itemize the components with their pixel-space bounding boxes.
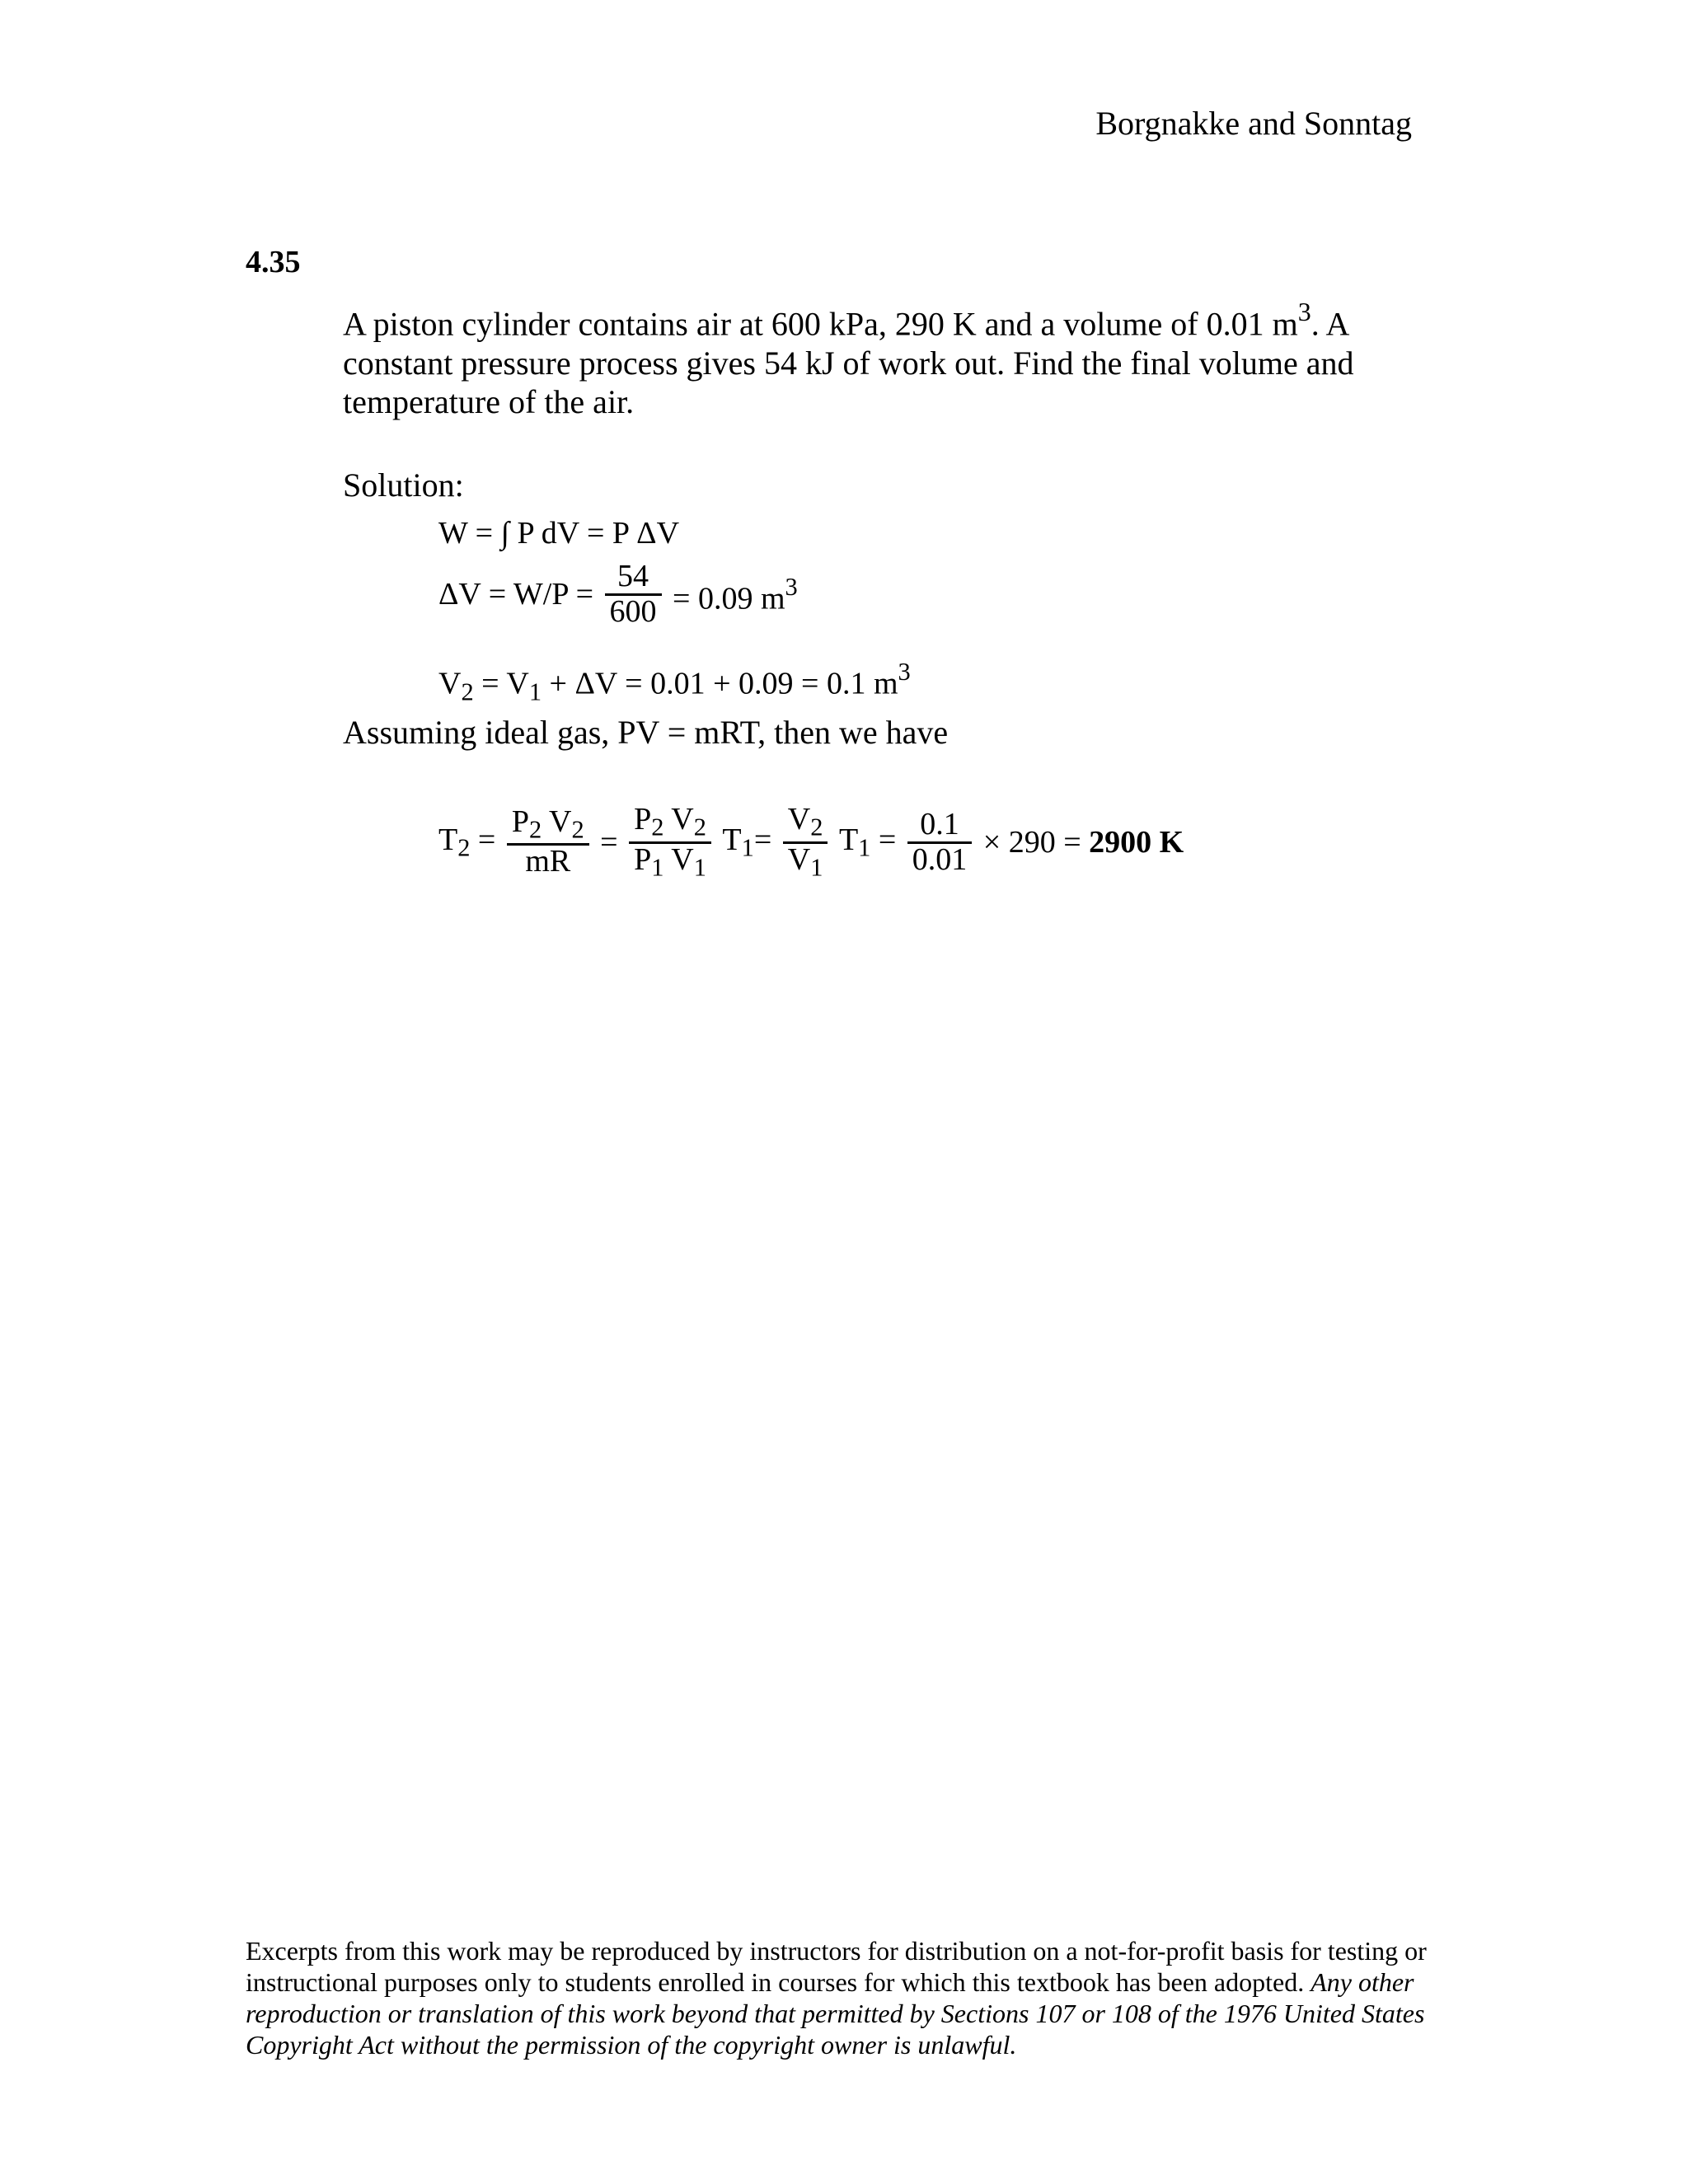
problem-text-part2: . A constant pressure process gives 54 kJ of work out. Find the final volume and temperature of the air. bbox=[343, 305, 1354, 420]
t2-lhs bbox=[438, 824, 495, 860]
v1-subscript: 1 bbox=[528, 677, 542, 706]
page-header-authors: Borgnakke and Sonntag bbox=[1095, 105, 1412, 142]
delta-v-rhs-text: = 0.09 m bbox=[673, 581, 785, 616]
delta-v-rhs bbox=[673, 574, 798, 615]
t2-result-value: 2900 K bbox=[1089, 825, 1184, 860]
work-equation: W = ∫ P dV = P ΔV bbox=[438, 516, 680, 551]
t2-fraction-3-numerator: $V_2$ bbox=[783, 804, 828, 844]
t2-fraction-4-numerator: 0.1 bbox=[907, 808, 973, 844]
t2-result bbox=[983, 827, 1184, 858]
v2-equation bbox=[438, 659, 911, 705]
t2-equation bbox=[438, 804, 1184, 902]
problem-number: 4.35 bbox=[246, 245, 301, 279]
t2-fraction-3 bbox=[783, 804, 828, 881]
t2-equals: = bbox=[470, 823, 496, 858]
copyright-footer bbox=[246, 1935, 1449, 2060]
t1-term-b: $T_1$ = bbox=[838, 823, 897, 862]
v2-part2: + ΔV = 0.01 + 0.09 = 0.1 m bbox=[542, 666, 898, 701]
t2-fraction-2-numerator: $P_2$ $V_2$ bbox=[629, 804, 711, 844]
t2-fraction-2 bbox=[629, 804, 711, 881]
t2-fraction-1-numerator: $P_2$ $V_2$ bbox=[507, 806, 589, 846]
t2-subscript: 2 bbox=[457, 833, 471, 862]
delta-v-fraction bbox=[605, 560, 662, 629]
t2-equals-2: = bbox=[600, 825, 618, 860]
v2-symbol: V bbox=[438, 666, 462, 701]
t2-times-text: × 290 = bbox=[982, 825, 1090, 860]
ideal-gas-assumption: Assuming ideal gas, PV = mRT, then we have bbox=[343, 714, 949, 751]
footer-normal-text: Excerpts from this work may be reproduced by instructors for distribution on a not-for-profit basis for testing or instructional purposes only to students enrolled in courses for which this textbook has been adopted. bbox=[246, 1936, 1427, 1997]
solution-label: Solution: bbox=[343, 466, 464, 504]
problem-text-superscript: 3 bbox=[1297, 297, 1311, 326]
footer-italic-text: Any other reproduction or translation of this work beyond that permitted by Sections 107 or 108 of the 1976 United States Copyright Act without the permission of the copyright owner is unlawful. bbox=[246, 1967, 1425, 2060]
v2-exponent: 3 bbox=[898, 658, 911, 686]
delta-v-equation bbox=[438, 560, 798, 643]
t2-fraction-4-denominator: 0.01 bbox=[912, 841, 968, 877]
v2-part1: = V bbox=[473, 666, 529, 701]
problem-text-part1: A piston cylinder contains air at 600 kPa, 290 K and a volume of 0.01 m bbox=[343, 305, 1298, 343]
t2-symbol: T bbox=[438, 823, 458, 858]
delta-v-exponent: 3 bbox=[785, 573, 798, 602]
delta-v-lhs: ΔV = W/P = bbox=[438, 577, 594, 612]
delta-v-numerator: 54 bbox=[605, 560, 662, 596]
t2-fraction-2-denominator: $P_1$ $V_1$ bbox=[634, 841, 706, 882]
t2-fraction-1 bbox=[507, 806, 589, 879]
t2-fraction-4 bbox=[907, 808, 973, 877]
t1-term-a: $T_1=$ bbox=[722, 823, 772, 862]
v2-subscript: 2 bbox=[461, 677, 474, 706]
t2-fraction-3-denominator: $V_1$ bbox=[787, 841, 823, 882]
problem-statement bbox=[343, 293, 1439, 421]
t2-fraction-1-denominator: mR bbox=[525, 844, 571, 879]
delta-v-denominator: 600 bbox=[609, 593, 657, 629]
